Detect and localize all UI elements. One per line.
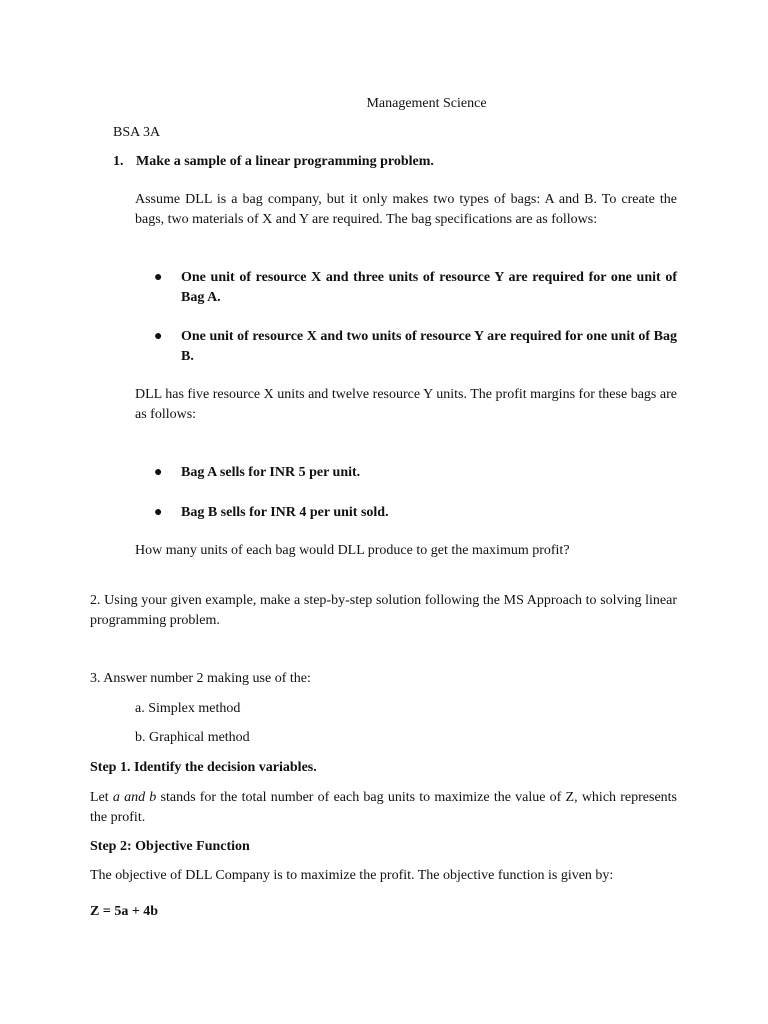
question-3-option-b: b. Graphical method bbox=[135, 730, 250, 745]
question-2: 2. Using your given example, make a step-by-step solution following the MS Approach to solving linear programming problem. bbox=[90, 593, 677, 628]
question-3: 3. Answer number 2 making use of the: bbox=[90, 671, 311, 686]
objective-function: Z = 5a + 4b bbox=[90, 904, 159, 919]
bullet-icon: ● bbox=[154, 505, 163, 520]
resources-paragraph: DLL has five resource X units and twelve resource Y units. The profit margins for these bags are as follows: bbox=[135, 387, 677, 422]
step-1-heading: Step 1. Identify the decision variables. bbox=[90, 760, 317, 775]
step-1-text-rest: stands for the total number of each bag units to maximize the value of Z, which represents the profit. bbox=[90, 790, 678, 825]
step-1-variables: a and b bbox=[112, 790, 157, 805]
question-1 bbox=[113, 152, 434, 172]
spec-bullet-b bbox=[154, 327, 677, 366]
step-1-text bbox=[90, 788, 677, 827]
spec-bullet-b-text: One unit of resource X and two units of resource Y are required for one unit of Bag B. bbox=[181, 329, 677, 364]
intro-paragraph: Assume DLL is a bag company, but it only makes two types of bags: A and B. To create the bags, two materials of X and Y are required. The bag specifications are as follows: bbox=[135, 192, 677, 227]
step-2-heading: Step 2: Objective Function bbox=[90, 839, 250, 854]
question-1-text: Make a sample of a linear programming problem. bbox=[136, 154, 434, 169]
spec-bullet-a bbox=[154, 268, 677, 307]
profit-bullet-b bbox=[154, 503, 677, 523]
question-3-option-a: a. Simplex method bbox=[135, 701, 241, 716]
question-1-number: 1. bbox=[113, 154, 124, 169]
question-paragraph: How many units of each bag would DLL produce to get the maximum profit? bbox=[135, 543, 570, 558]
class-label: BSA 3A bbox=[113, 125, 161, 140]
bullet-icon: ● bbox=[154, 329, 163, 344]
step-2-text: The objective of DLL Company is to maximize the profit. The objective function is given by: bbox=[90, 868, 614, 883]
bullet-icon: ● bbox=[154, 465, 163, 480]
step-1-text-lead: Let bbox=[90, 790, 113, 805]
profit-bullet-a bbox=[154, 463, 677, 483]
profit-bullet-b-text: Bag B sells for INR 4 per unit sold. bbox=[181, 505, 389, 520]
spec-bullet-a-text: One unit of resource X and three units of resource Y are required for one unit of Bag A. bbox=[181, 270, 677, 305]
profit-bullet-a-text: Bag A sells for INR 5 per unit. bbox=[181, 465, 361, 480]
bullet-icon: ● bbox=[154, 270, 163, 285]
document-title: Management Science bbox=[366, 96, 487, 111]
